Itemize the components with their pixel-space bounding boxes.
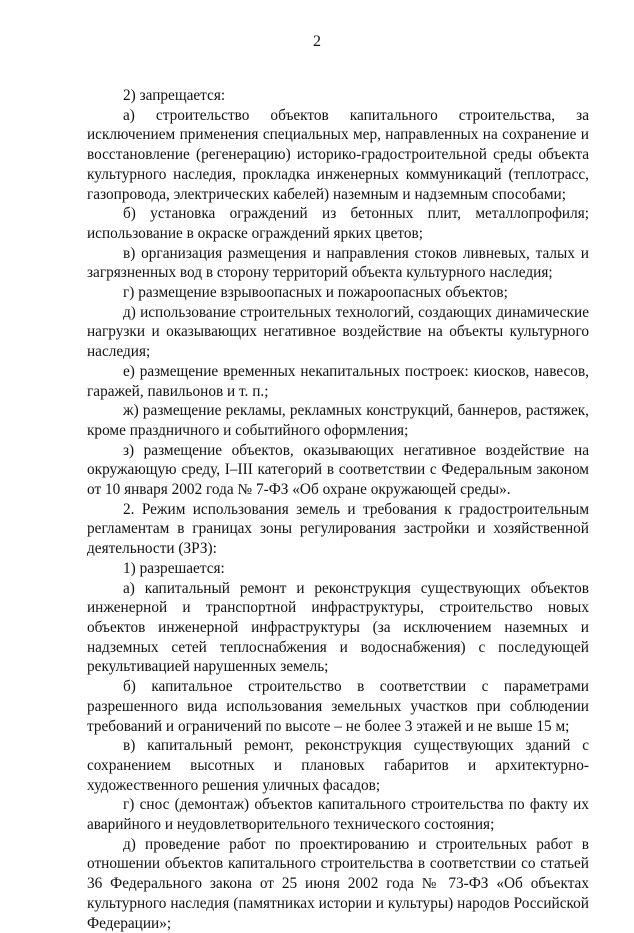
document-body [87,86,589,933]
paragraph-permitted-d: д) проведение работ по проектированию и строительных работ в отношении объектов капитального строительства в соответствии со статьей 36 Федерального закона от 25 июня 2002 года № 73-ФЗ «Об объектах культурного наследия (памятниках истории и культуры) народов Российской Федерации»; [87,835,589,932]
paragraph-prohibited-b: б) установка ограждений из бетонных плит, металлопрофиля; использование в окраске ограждений ярких цветов; [87,205,589,242]
paragraph-prohibited-zh: ж) размещение рекламы, рекламных конструкций, баннеров, растяжек, кроме праздничного и событийного оформления; [87,402,589,439]
paragraph-permitted-b: б) капитальное строительство в соответствии с параметрами разрешенного вида использования земельных участков при соблюдении требований и ограничений по высоте – не более 3 этажей и не выше 15 м; [87,678,589,735]
paragraph-prohibited-g: г) размещение взрывоопасных и пожароопасных объектов; [123,284,508,302]
paragraph-permitted-g: г) снос (демонтаж) объектов капитального строительства по факту их аварийного и неудовлетворительного технического состояния; [87,796,589,834]
paragraph-prohibited-v: в) организация размещения и направления стоков ливневых, талых и загрязненных вод в сторону территорий объекта культурного наследия; [87,244,589,282]
paragraph-prohibited-a: а) строительство объектов капитального строительства, за исключением применения специальных мер, направленных на сохранение и восстановление (регенерацию) историко-градостроительной среды объекта культурного наследия, прокладка инженерных коммуникаций (теплотрасс, газопровода, электрических кабелей) наземным и надземным способами; [87,106,589,203]
paragraph-prohibited-z: з) размещение объектов, оказывающих негативное воздействие на окружающую среду, I–III категорий в соответствии с Федеральным законом от 10 января 2002 года № 7-ФЗ «Об охране окружающей среды». [87,441,589,499]
paragraph-section-2: 2. Режим использования земель и требования к градостроительным регламентам в границах зоны регулирования застройки и хозяйственной деятельности (ЗРЗ): [87,500,589,558]
paragraph-prohibited-d: д) использование строительных технологий, создающих динамические нагрузки и оказывающих негативное воздействие на объекты культурного наследия; [87,303,589,361]
paragraph-prohibited-e: е) размещение временных некапитальных построек: киосков, навесов, гаражей, павильонов и т. п.; [87,362,589,400]
paragraph-permitted-v: в) капитальный ремонт, реконструкция существующих зданий с сохранением высотных и плановых габаритов и архитектурно-художественного решения уличных фасадов; [87,737,589,794]
paragraph-permitted-heading: 1) разрешается: [123,559,225,577]
paragraph-prohibited-heading: 2) запрещается: [123,87,226,104]
paragraph-permitted-a: а) капитальный ремонт и реконструкция существующих объектов инженерной и транспортной инфраструктуры, строительство новых объектов инженерной инфраструктуры (за исключением наземных и надземных сетей теплоснабжения и водоснабжения) с последующей рекультивацией нарушенных земель; [87,579,589,676]
page-number: 2 [313,33,321,50]
